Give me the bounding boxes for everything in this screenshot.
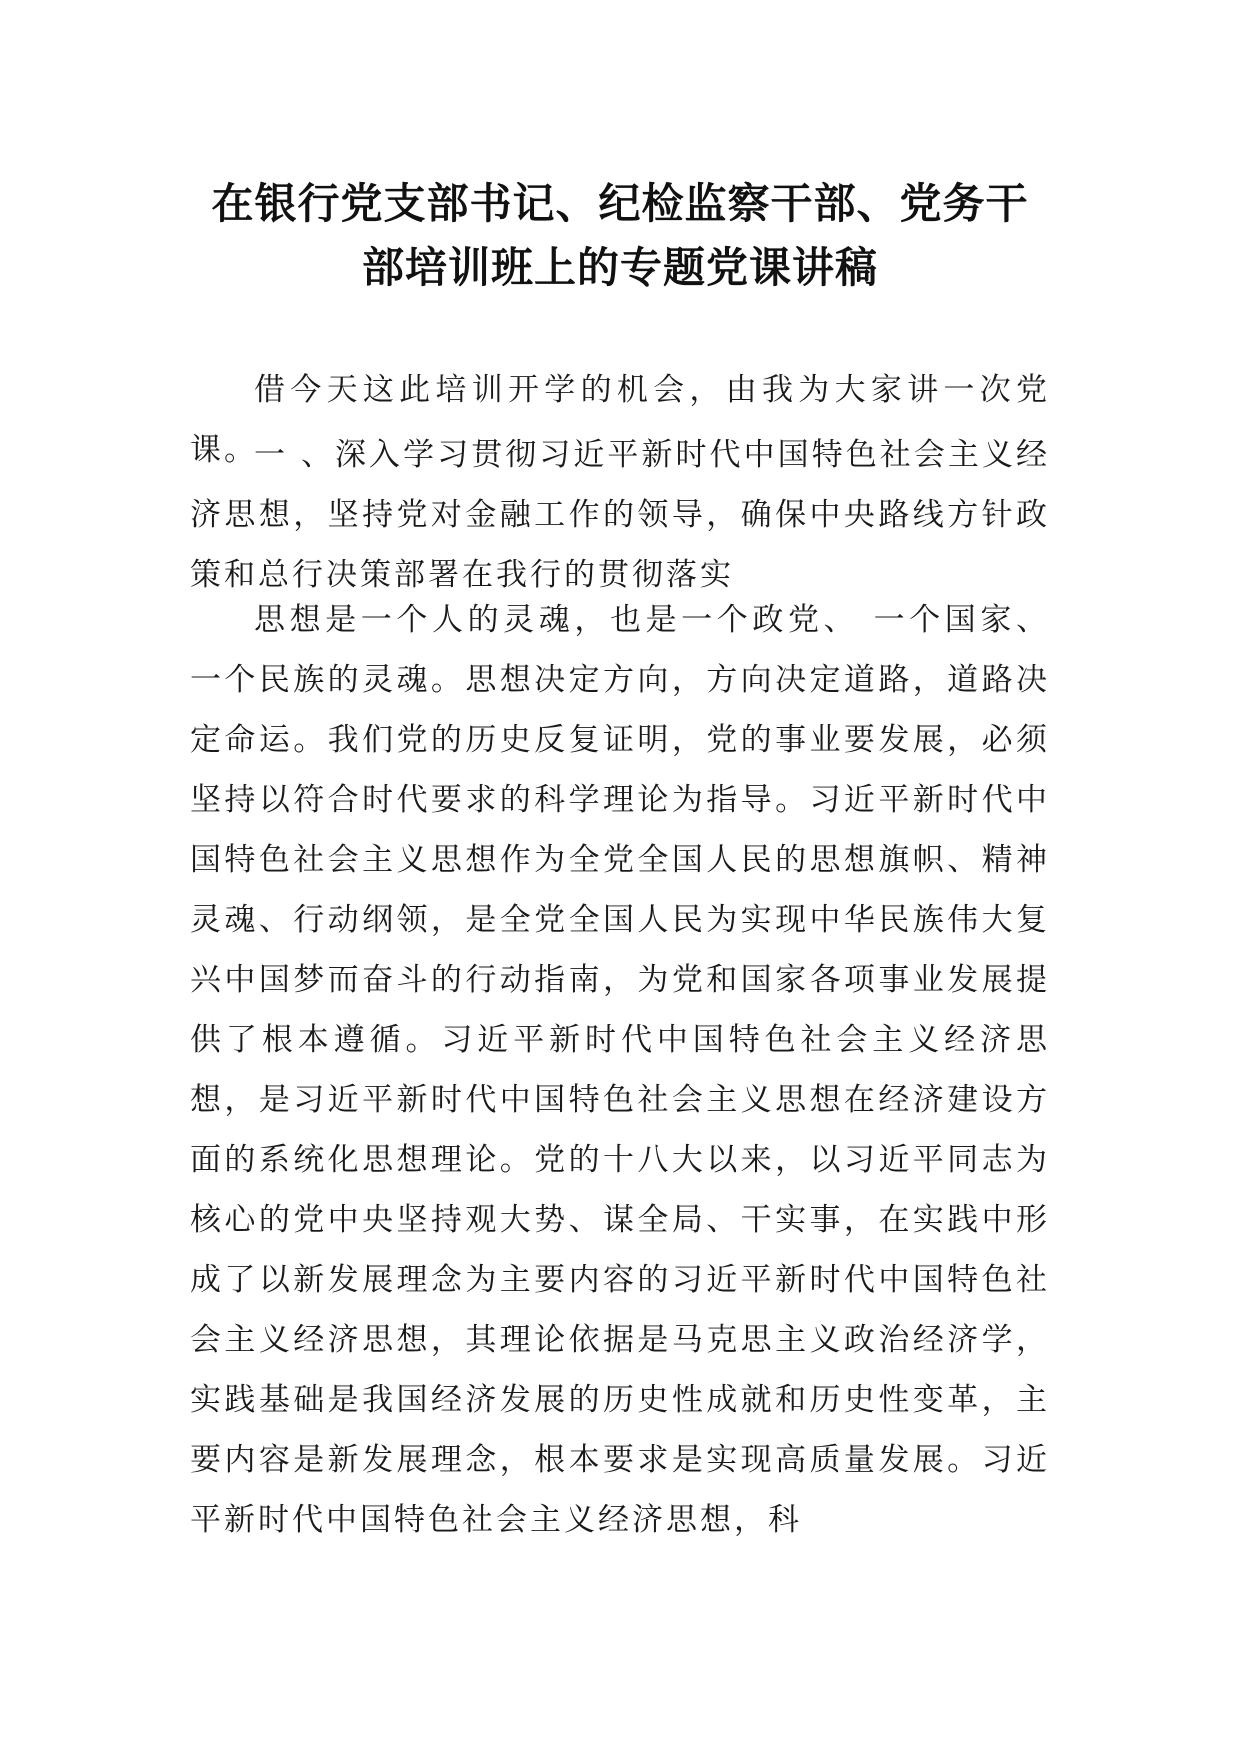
document-title-line-2: 部培训班上的专题党课讲稿: [361, 243, 878, 292]
document-title-line-1: 在银行党支部书记、纪检监察干部、党务干: [211, 179, 1029, 228]
intro-paragraph: 借今天这此培训开学的机会，由我为大家讲一次党课。: [190, 372, 1050, 468]
body-paragraph-1: 思想是一个人的灵魂，也是一个政党、 一个国家、 一个民族的灵魂。思想决定方向，方向决定道路，道路决定命运。我们党的历史反复证明，党的事业要发展，必须坚持以符合时代要求的科学理论为指导。习近平新时代中国特色社会主义思想作为全党全国人民的思想旗帜、精神灵魂、行动纲领，是全党全国人民为实现中华民族伟大复兴中国梦而奋斗的行动指南，为党和国家各项事业发展提供了根本遵循。习近平新时代中国特色社会主义经济思想，是习近平新时代中国特色社会主义思想在经济建设方面的系统化思想理论。党的十八大以来，以习近平同志为核心的党中央坚持观大势、谋全局、干实事，在实践中形成了以新发展理念为主要内容的习近平新时代中国特色社会主义经济思想，其理论依据是马克思主义政治经济学，实践基础是我国经济发展的历史性成就和历史性变革，主要内容是新发展理念，根本要求是实现高质量发展。习近平新时代中国特色社会主义经济思想，科: [190, 602, 1050, 1538]
section-heading-1: 一 、深入学习贯彻习近平新时代中国特色社会主义经济思想，坚持党对金融工作的领导，确保中央路线方针政策和总行决策部署在我行的贯彻落实: [190, 437, 1050, 593]
